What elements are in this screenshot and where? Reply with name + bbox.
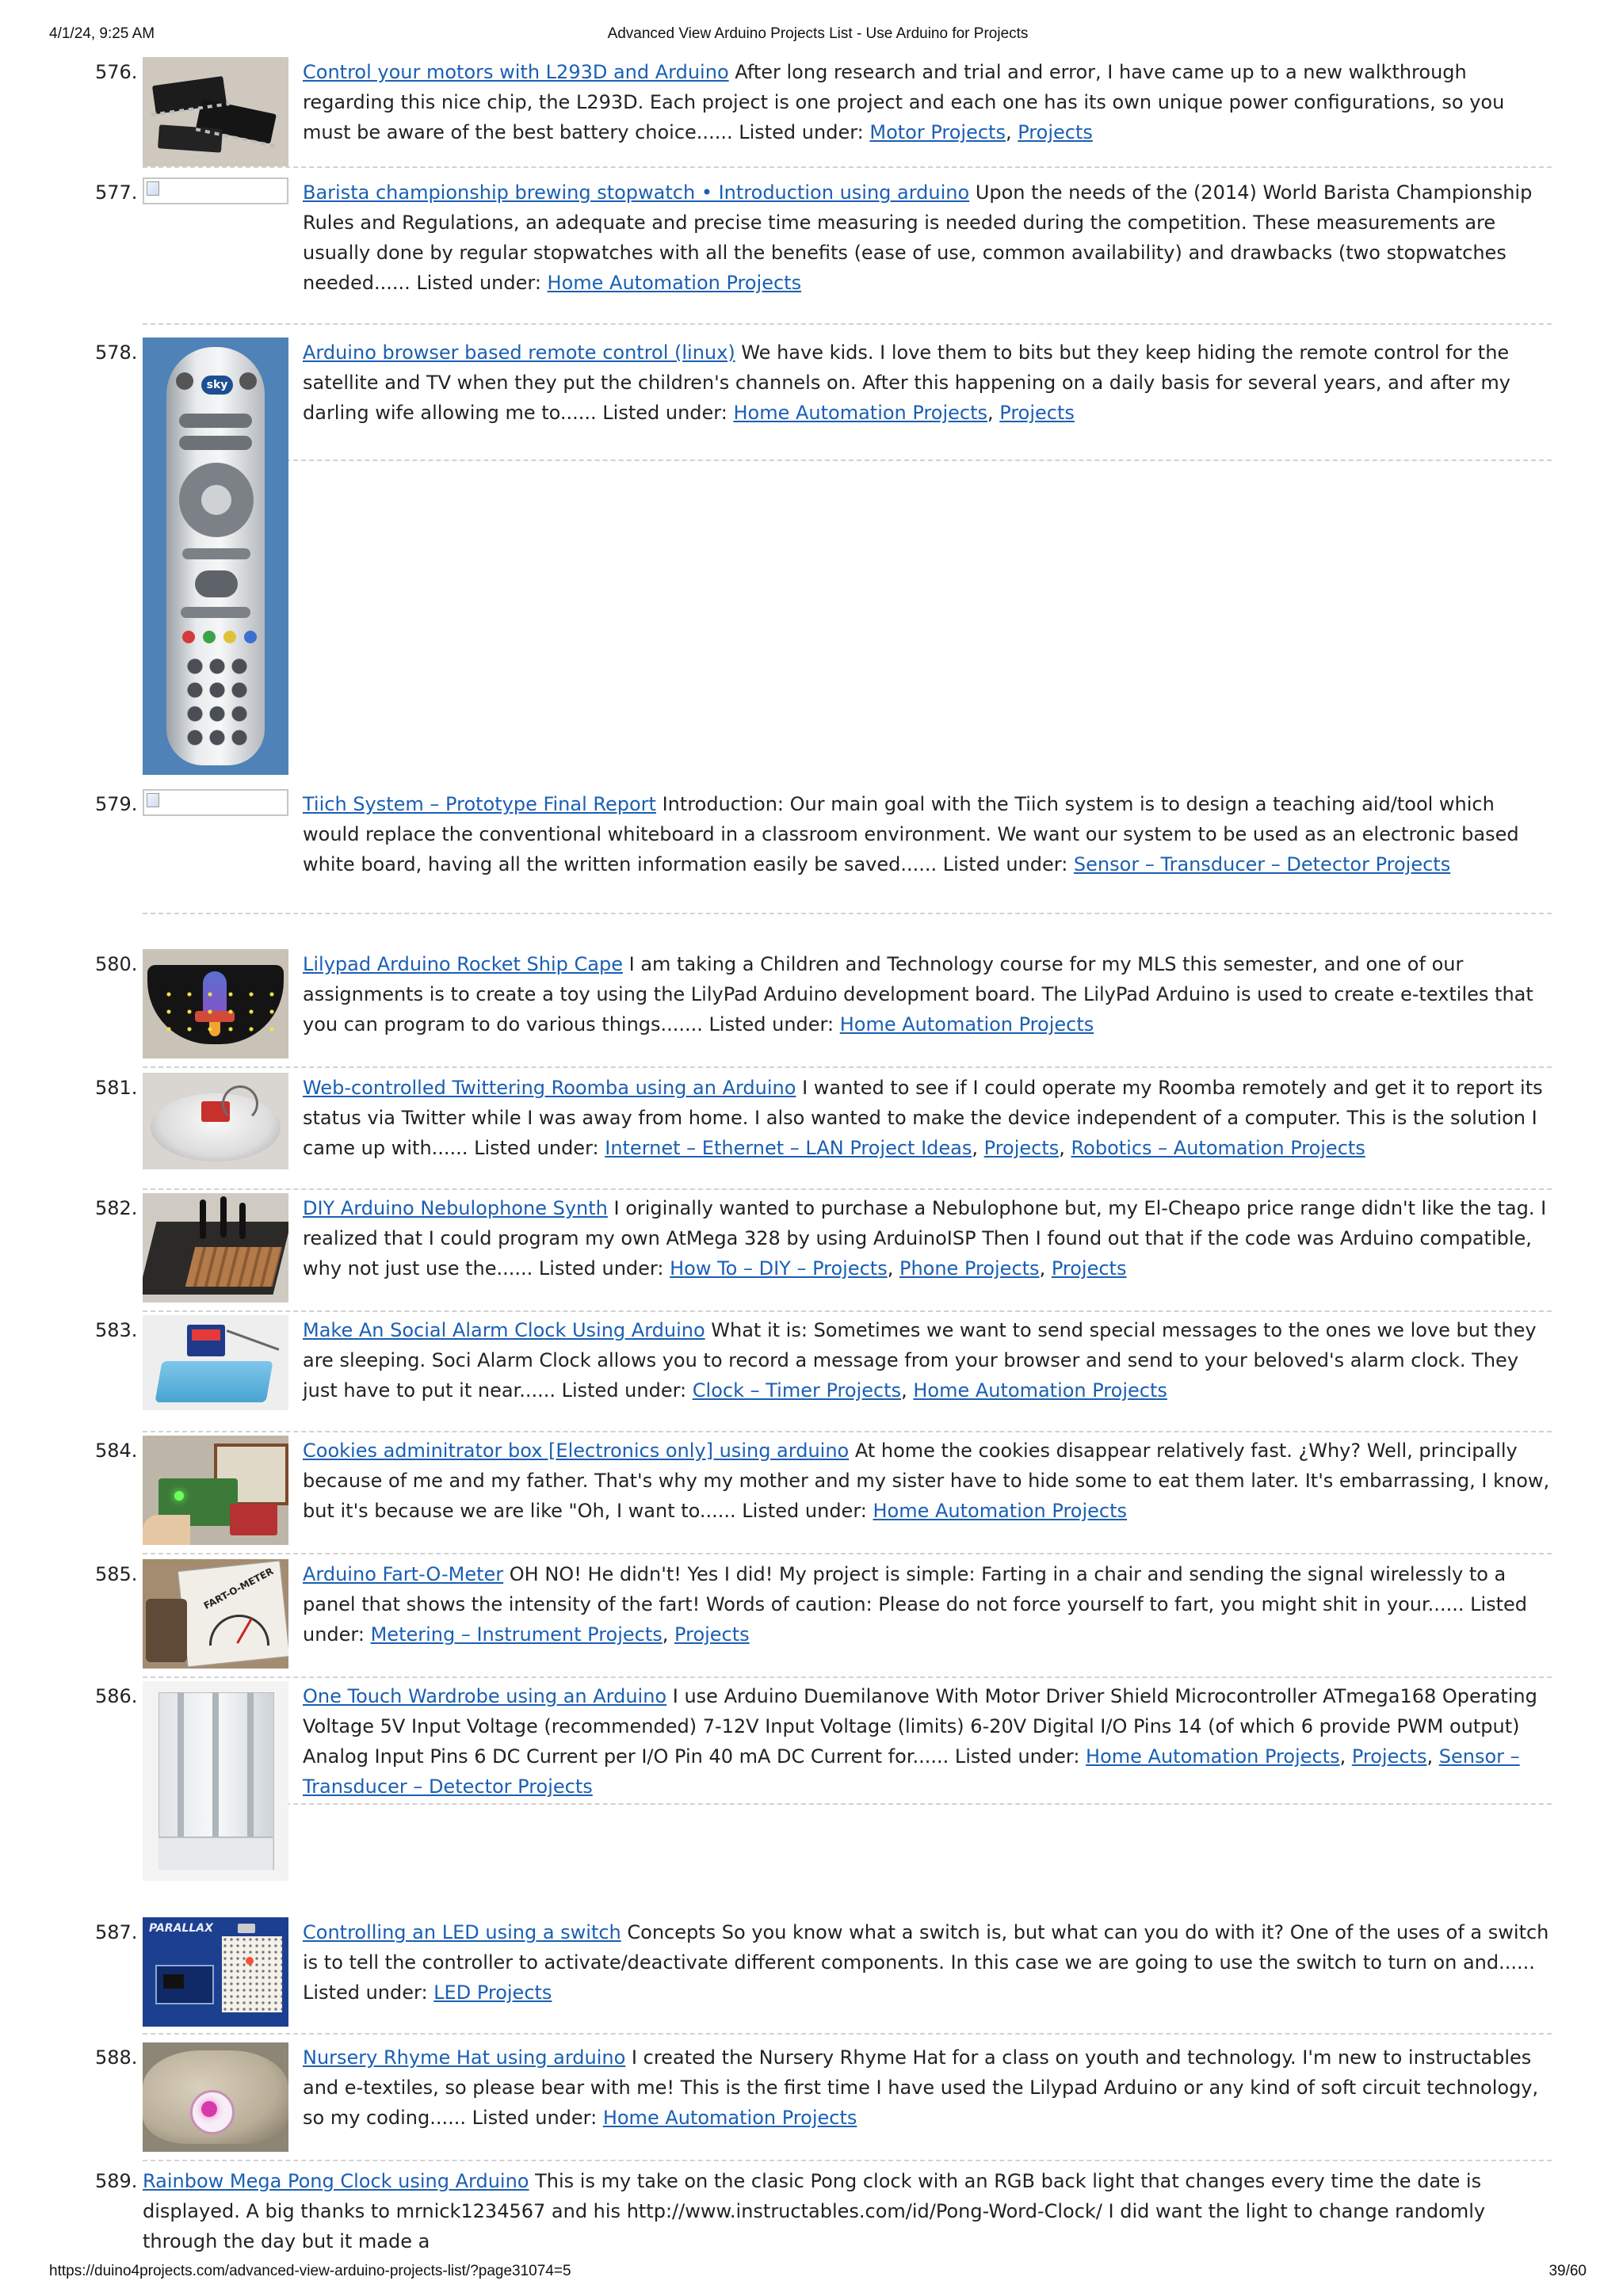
list-item [95,2042,1552,2161]
item-text [303,1436,1552,1526]
item-text: Control your motors with L293D and Arduino After long research and trial and error, I have came up to a new walkthrough regarding this nice chip, the L293D. Each project is one project and each one has its own unique power configurations, so you must be aware of the best battery choice...... Listed under: Motor Projects, Projects [303,61,1505,143]
list-item [95,1315,1552,1432]
thumbnail-social-alarm-clock[interactable] [143,1315,288,1410]
project-title-link[interactable]: Make An Social Alarm Clock Using Arduino [303,1319,705,1341]
broken-image-icon [143,177,288,204]
category-link[interactable]: Home Automation Projects [873,1500,1128,1522]
item-number: 577. [95,181,138,204]
list-item [95,1436,1552,1554]
item-text [303,789,1552,879]
thumbnail-nebulophone-synth[interactable] [143,1193,288,1302]
item-description: After long research and trial and error, I have came up to a new walkthrough regarding this nice chip, the L293D. Each project is one project and each one has its own unique power configurations, so you must be aware of the best battery choice...... Listed under: [303,61,1505,143]
item-number: 586. [95,1685,138,1707]
item-description: OH NO! He didn't! Yes I did! My project is simple: Farting in a chair and sending the signal wirelessly to a panel that shows the intensity of the fart! Words of caution: Please do not force yourself to fart, you might shit in your...... Listed under: [303,1563,1528,1646]
item-description: Introduction: Our main goal with the Tiich system is to design a teaching aid/tool which would replace the conventional whiteboard in a classroom environment. We want our system to be used as an electronic based white board, having all the written information easily be saved...... Listed under: [303,793,1519,875]
list-item [95,1193,1552,1312]
item-description: I am taking a Children and Technology course for my MLS this semester, and one of our assignments is to create a toy using the LilyPad Arduino development board. The LilyPad Arduino is used to create e-textiles that you can program to do various things....... Listed under: [303,953,1533,1035]
list-item [95,2166,1552,2252]
category-link[interactable]: Home Automation Projects [733,402,987,424]
item-text [303,177,1552,298]
item-number: 583. [95,1319,138,1341]
print-page-title: Advanced View Arduino Projects List - Use Arduino for Projects [607,25,1029,42]
category-link[interactable]: Home Automation Projects [547,272,802,294]
project-title-link[interactable]: DIY Arduino Nebulophone Synth [303,1197,608,1219]
category-link[interactable]: Clock – Timer Projects [692,1379,902,1402]
category-link[interactable]: Projects [1051,1257,1127,1280]
item-text [303,2042,1552,2133]
category-link[interactable]: Projects [674,1623,750,1646]
item-text: Arduino browser based remote control (linux) We have kids. I love them to bits but they keep hiding the remote control for the satellite and TV when they put the children's channels on. After this happening on a daily basis for several years, and after my darling wife allowing me to...... Listed under: Home Automation Projects, Projects [303,341,1510,424]
thumbnail-cookie-box[interactable] [143,1436,288,1545]
item-description: We have kids. I love them to bits but they keep hiding the remote control for the satellite and TV when they put the children's channels on. After this happening on a daily basis for several years, and after my darling wife allowing me to...... Listed under: [303,341,1510,424]
meter-label: FART-O-METER [201,1565,276,1612]
category-link[interactable]: Phone Projects [899,1257,1040,1280]
item-text: Arduino Fart-O-Meter OH NO! He didn't! Yes I did! My project is simple: Farting in a chair and sending the signal wirelessly to a panel that shows the intensity of the fart! Words of caution: Please do not force yourself to fart, you might shit in your...... Listed under: Metering – Instrument Projects, Projects [303,1563,1528,1646]
item-number: 578. [95,341,138,364]
thumbnail-led-switch-board[interactable] [143,1917,288,2027]
thumbnail-fart-o-meter[interactable] [143,1559,288,1669]
thumbnail-l293d-chips[interactable] [143,57,288,166]
list-item [95,1681,1552,1805]
print-page-number: 39/60 [1549,2263,1587,2279]
item-number: 587. [95,1921,138,1943]
category-link[interactable]: Motor Projects [869,121,1006,143]
print-url: https://duino4projects.com/advanced-view-arduino-projects-list/?page31074=5 [49,2263,571,2279]
item-number: 580. [95,953,138,975]
project-title-link[interactable]: One Touch Wardrobe using an Arduino [303,1685,667,1707]
item-description: Concepts So you know what a switch is, but what can you do with it? One of the uses of a switch is to tell the controller to activate/deactivate different components. In this case we are going to use the switch to turn on and...... Listed under: [303,1921,1549,2004]
item-text [303,949,1552,1039]
project-title-link[interactable]: Cookies adminitrator box [Electronics only] using arduino [303,1440,850,1462]
item-text: DIY Arduino Nebulophone Synth I originally wanted to purchase a Nebulophone but, my El-Cheapo price range didn't like the tag. I realized that I could program my own AtMega 328 by using ArduinoISP Then I found out that if the code was Arduino compatible, why not just use the...... Listed under: How To – DIY – Projects, Phone Projects, Projects [303,1197,1547,1280]
category-link[interactable]: Home Automation Projects [602,2107,857,2129]
category-link[interactable]: Metering – Instrument Projects [370,1623,663,1646]
project-title-link[interactable]: Lilypad Arduino Rocket Ship Cape [303,953,623,975]
category-link[interactable]: Sensor – Transducer – Detector Projects [1073,853,1451,875]
list-item [95,177,1552,325]
item-text: Make An Social Alarm Clock Using Arduino What it is: Sometimes we want to send special messages to the ones we love but they are sleeping. Soci Alarm Clock allows you to record a message from your browser and send to your beloved's alarm clock. They just have to put it near...... Listed under: Clock – Timer Projects, Home Automation Projects [303,1319,1537,1402]
project-title-link[interactable]: Tiich System – Prototype Final Report [303,793,656,815]
category-link[interactable]: Sensor – Transducer – Detector Projects [303,1745,1520,1798]
item-text: Web-controlled Twittering Roomba using an Arduino I wanted to see if I could operate my Roomba remotely and get it to report its status via Twitter while I was away from home. I also wanted to make the device independent of a computer. This is the solution I came up with...... Listed under: Internet – Ethernet – LAN Project Ideas, Projects, Robotics – Automation Projects [303,1077,1543,1159]
item-description: I created the Nursery Rhyme Hat for a class on youth and technology. I'm new to instructables and e-textiles, so please bear with me! This is the first time I have used the Lilypad Arduino or any kind of soft circuit technology, so my coding...... Listed under: [303,2046,1539,2129]
item-number: 584. [95,1440,138,1462]
item-description: This is my take on the clasic Pong clock with an RGB back light that changes every time the date is displayed. A big thanks to mrnick1234567 and his http://www.instructables.com/id/Pong-Word-Clock/ I did want the light to change randomly through the day but it made a [143,2170,1486,2252]
item-description: Upon the needs of the (2014) World Barista Championship Rules and Regulations, an adequate and precise time measuring is needed during the competition. These measurements are usually done by regular stopwatches with all the benefits (ease of use, common availability) and drawbacks (two stopwatches needed...... Listed under: [303,181,1533,294]
item-number: 582. [95,1197,138,1219]
list-item [95,949,1552,1068]
board-label: PARALLAX [149,1922,213,1935]
category-link[interactable]: Projects [983,1137,1060,1159]
list-item [95,57,1552,168]
thumbnail-remote-control[interactable] [143,338,288,775]
thumbnail-wardrobe[interactable] [143,1681,288,1881]
item-description: I use Arduino Duemilanove With Motor Driver Shield Microcontroller ATmega168 Operating Voltage 5V Input Voltage (recommended) 7-12V Input Voltage (limits) 6-20V Digital I/O Pins 14 (of which 6 provide PWM output) Analog Input Pins 6 DC Current per I/O Pin 40 mA DC Current for...... Listed under: [303,1685,1537,1768]
project-title-link[interactable]: Nursery Rhyme Hat using arduino [303,2046,626,2069]
project-title-link[interactable]: Rainbow Mega Pong Clock using Arduino [143,2170,529,2192]
category-link[interactable]: Robotics – Automation Projects [1071,1137,1365,1159]
item-text: One Touch Wardrobe using an Arduino I use Arduino Duemilanove With Motor Driver Shield Microcontroller ATmega168 Operating Voltage 5V Input Voltage (recommended) 7-12V Input Voltage (limits) 6-20V Digital I/O Pins 14 (of which 6 provide PWM output) Analog Input Pins 6 DC Current per I/O Pin 40 mA DC Current for...... Listed under: Home Automation Projects, Projects, Sensor – Transducer – Detector Projects [303,1685,1537,1798]
category-link[interactable]: Home Automation Projects [1086,1745,1340,1768]
list-item [95,1559,1552,1678]
list-item [95,1073,1552,1190]
thumbnail-nursery-rhyme-hat[interactable] [143,2042,288,2152]
category-link[interactable]: Home Automation Projects [839,1013,1094,1035]
category-link[interactable]: Projects [1018,121,1093,143]
print-footer [49,2263,1587,2286]
item-text [143,2166,1552,2256]
list-item [95,789,1552,914]
project-title-link[interactable]: Arduino browser based remote control (linux) [303,341,735,364]
category-link[interactable]: LED Projects [433,1981,552,2004]
item-number: 581. [95,1077,138,1099]
project-title-link[interactable]: Control your motors with L293D and Arduino [303,61,729,83]
list-item [95,1917,1552,2035]
broken-image-icon [143,789,288,816]
category-link[interactable]: Projects [1351,1745,1427,1768]
category-link[interactable]: Home Automation Projects [913,1379,1167,1402]
remote-brand-label: sky [201,376,233,395]
item-description: At home the cookies disappear relatively fast. ¿Why? Well, principally because of me and my father. That's why my mother and my sister have to hide some to eat them later. It's embarrassing, I know, but it's because we are like "Oh, I want to...... Listed under: [303,1440,1550,1522]
item-number: 576. [95,61,138,83]
list-item [95,338,1552,461]
item-description: I originally wanted to purchase a Nebulophone but, my El-Cheapo price range didn't like the tag. I realized that I could program my own AtMega 328 by using ArduinoISP Then I found out that if the code was Arduino compatible, why not just use the...... Listed under: [303,1197,1547,1280]
item-number: 579. [95,793,138,815]
category-link[interactable]: Projects [999,402,1075,424]
print-header [49,25,1587,49]
project-title-link[interactable]: Arduino Fart-O-Meter [303,1563,504,1585]
project-title-link[interactable]: Controlling an LED using a switch [303,1921,621,1943]
item-description: I wanted to see if I could operate my Roomba remotely and get it to report its status via Twitter while I was away from home. I also wanted to make the device independent of a computer. This is the solution I came up with...... Listed under: [303,1077,1543,1159]
category-link[interactable]: Internet – Ethernet – LAN Project Ideas [605,1137,972,1159]
thumbnail-roomba[interactable] [143,1073,288,1169]
project-title-link[interactable]: Web-controlled Twittering Roomba using an Arduino [303,1077,796,1099]
category-link[interactable]: How To – DIY – Projects [670,1257,888,1280]
item-number: 588. [95,2046,138,2069]
item-text [303,1917,1552,2008]
project-title-link[interactable]: Barista championship brewing stopwatch • Introduction using arduino [303,181,970,204]
item-number: 585. [95,1563,138,1585]
item-description: What it is: Sometimes we want to send special messages to the ones we love but they are sleeping. Soci Alarm Clock allows you to record a message from your browser and send to your beloved's alarm clock. They just have to put it near...... Listed under: [303,1319,1537,1402]
item-number: 589. [95,2170,138,2192]
print-datetime: 4/1/24, 9:25 AM [49,25,155,42]
thumbnail-rocket-cape[interactable] [143,949,288,1058]
